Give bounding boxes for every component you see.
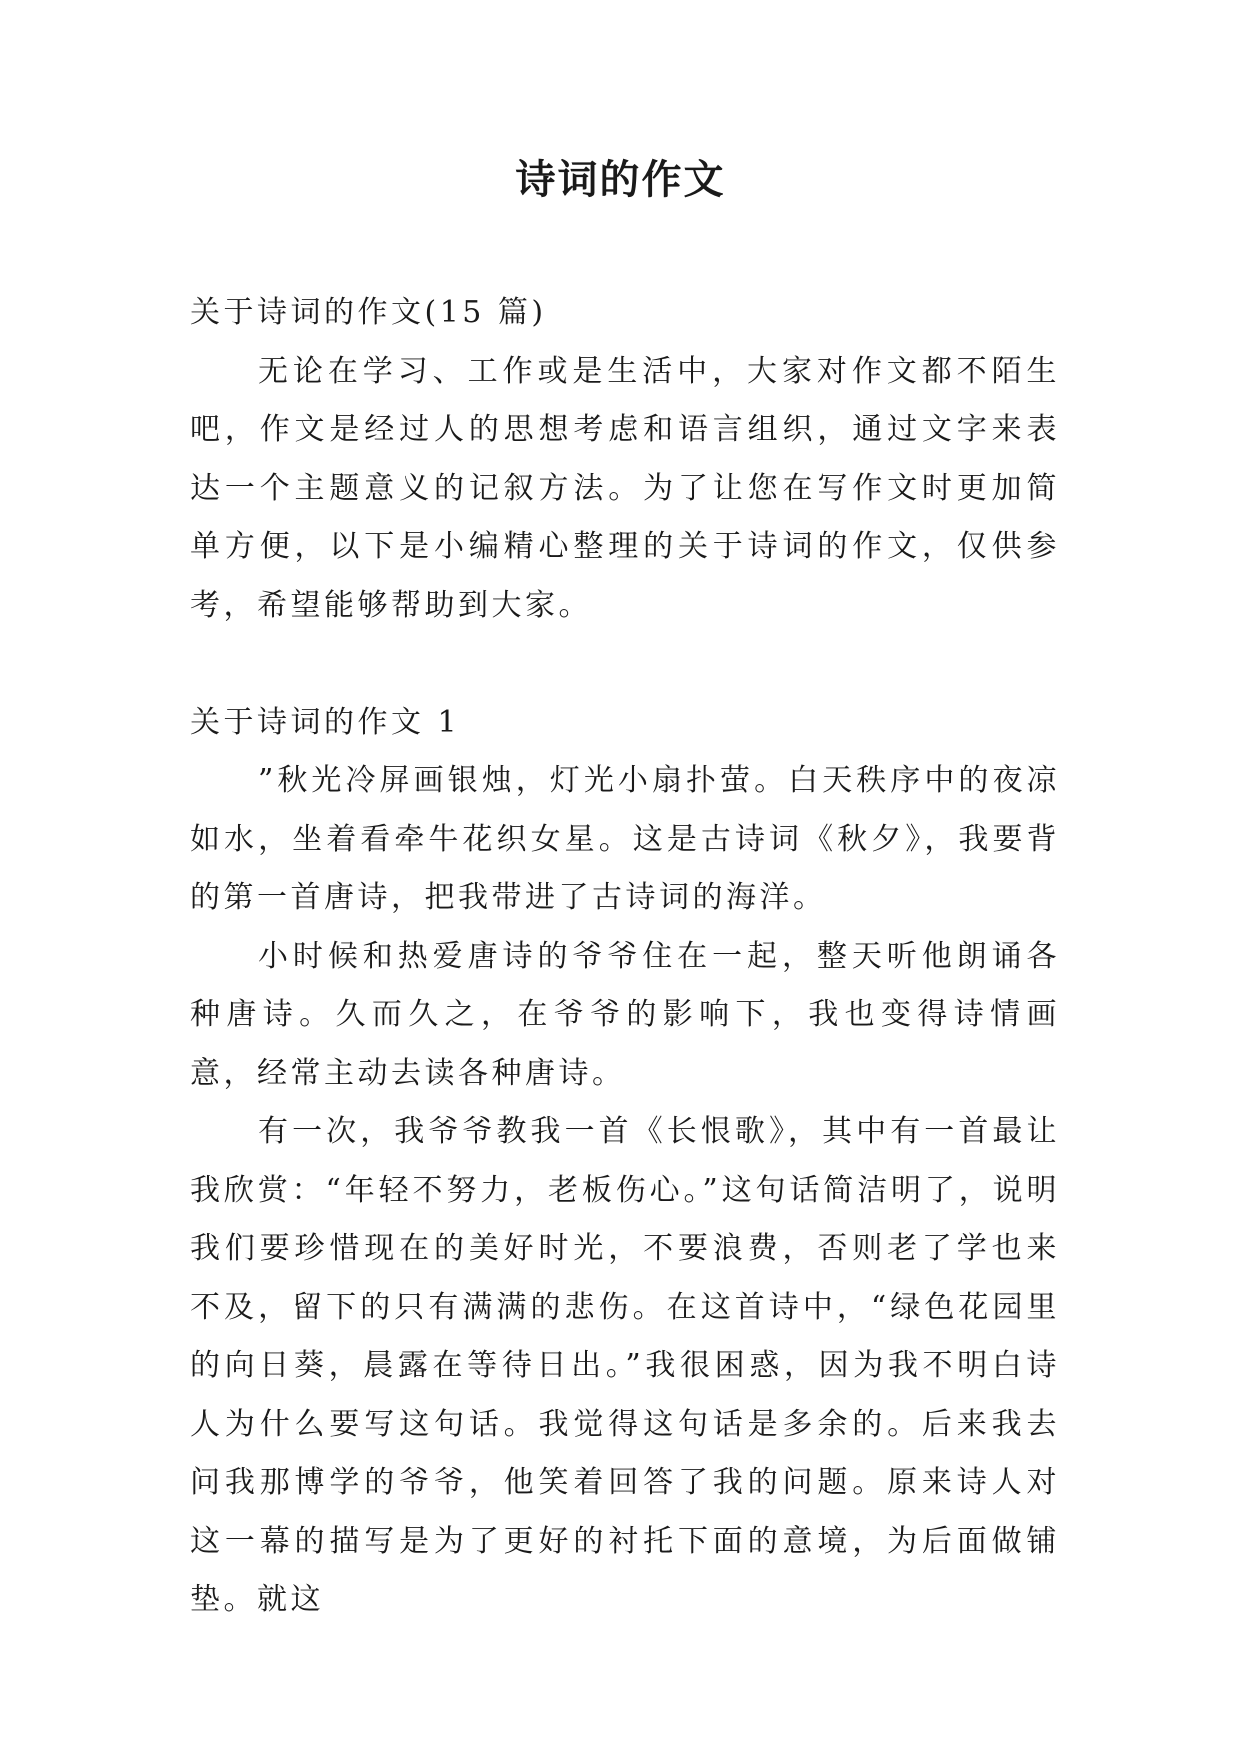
intro-paragraph: 无论在学习、工作或是生活中，大家对作文都不陌生吧，作文是经过人的思想考虑和语言组织，通过文字来表达一个主题意义的记叙方法。为了让您在写作文时更加简单方便，以下是小编精心整理的关于诗词的作文，仅供参考，希望能够帮助到大家。	[190, 353, 1060, 623]
section-paragraph: 小时候和热爱唐诗的爷爷住在一起，整天听他朗诵各种唐诗。久而久之，在爷爷的影响下，我也变得诗情画意，经常主动去读各种唐诗。	[190, 938, 1060, 1091]
document-title: 诗词的作文	[515, 156, 726, 203]
section-paragraph: ”秋光冷屏画银烛，灯光小扇扑萤。白天秩序中的夜凉如水，坐着看牵牛花织女星。这是古诗词《秋夕》，我要背的第一首唐诗，把我带进了古诗词的海洋。	[190, 763, 1060, 915]
section-heading: 关于诗词的作文 1	[190, 704, 461, 740]
document-subtitle: 关于诗词的作文(15 篇)	[190, 295, 547, 330]
document-body	[190, 284, 1060, 1630]
section-paragraph: 有一次，我爷爷教我一首《长恨歌》，其中有一首最让我欣赏：“年轻不努力，老板伤心。”这句话简洁明了，说明我们要珍惜现在的美好时光，不要浪费，否则老了学也来不及，留下的只有满满的悲伤。在这首诗中，“绿色花园里的向日葵，晨露在等待日出。”我很困惑，因为我不明白诗人为什么要写这句话。我觉得这句话是多余的。后来我去问我那博学的爷爷，他笑着回答了我的问题。原来诗人对这一幕的描写是为了更好的衬托下面的意境，为后面做铺垫。就这	[190, 1114, 1060, 1617]
